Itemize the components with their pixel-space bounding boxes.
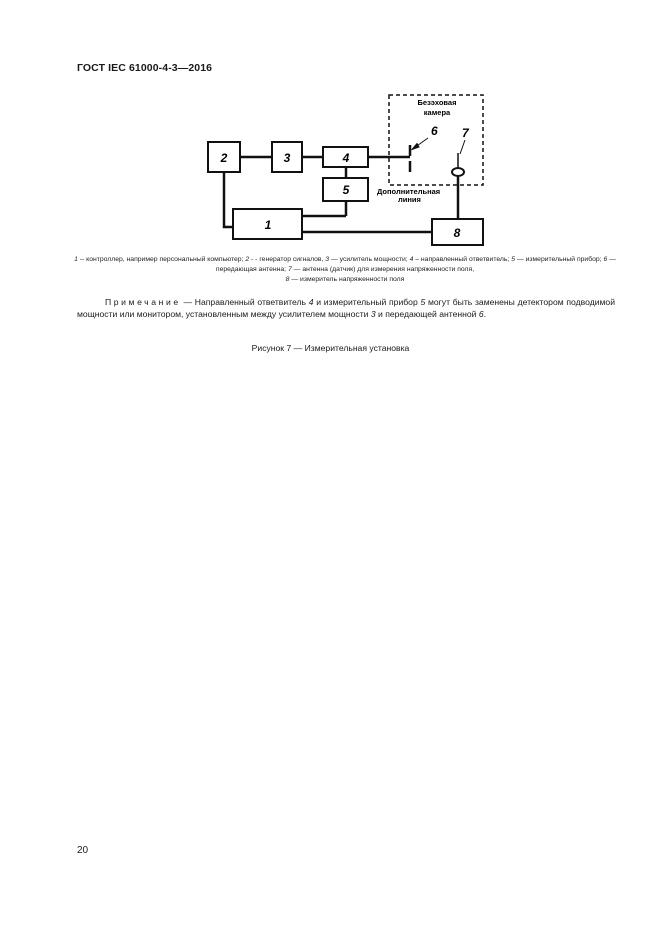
measurement-setup-diagram: [0, 0, 661, 260]
block-3-label: 3: [283, 151, 291, 165]
note-label: Примечание: [105, 297, 181, 307]
chamber-label-line2: камера: [423, 108, 451, 117]
antenna-number-6: 6: [431, 124, 438, 138]
figure-legend: [70, 255, 620, 285]
probe-number-7: 7: [462, 126, 469, 140]
chamber-label-line1: Безэховая: [417, 98, 457, 107]
legend-item: 4 – направленный ответвитель;: [409, 256, 512, 263]
legend-item: 6 — передающая антенна;: [215, 256, 616, 273]
block-4-label: 4: [342, 151, 350, 165]
legend-item: 1 -- контроллер, например персональный компьютер;: [74, 256, 246, 263]
additional-line-label-2: линия: [398, 195, 421, 204]
block-5-label: 5: [342, 183, 350, 197]
transmitting-antenna-icon: [402, 145, 410, 172]
legend-item: 7 — антенна (датчик) для измерения напряженности поля,: [287, 266, 475, 273]
legend-item: 2 - - генератор сигналов,: [245, 256, 326, 263]
figure-note: Примечание — Направленный ответвитель 4 и измерительный прибор 5 могут быть заменены детектором подводимой мощности или монитором, установленным между усилителем мощности 3 и передающей антенной 6.: [77, 297, 615, 319]
field-probe-icon: [452, 168, 464, 176]
page-number: 20: [77, 845, 89, 856]
block-1-label: 1: [264, 218, 272, 232]
legend-item: 3 — усилитель мощности;: [325, 256, 410, 263]
antenna-pointer-arrow: [412, 138, 428, 150]
document-header: ГОСТ IEC 61000-4-3—2016: [77, 62, 213, 74]
figure-caption: Рисунок 7 — Измерительная установка: [251, 343, 410, 353]
legend-item: 5 — измерительный прибор;: [511, 256, 604, 263]
legend-item: 8 — измеритель напряженности поля: [285, 276, 405, 283]
additional-line-label-1: Дополнительная: [377, 187, 441, 196]
probe-pointer-line: [460, 140, 465, 154]
block-8-label: 8: [453, 226, 461, 240]
block-2-label: 2: [220, 151, 228, 165]
